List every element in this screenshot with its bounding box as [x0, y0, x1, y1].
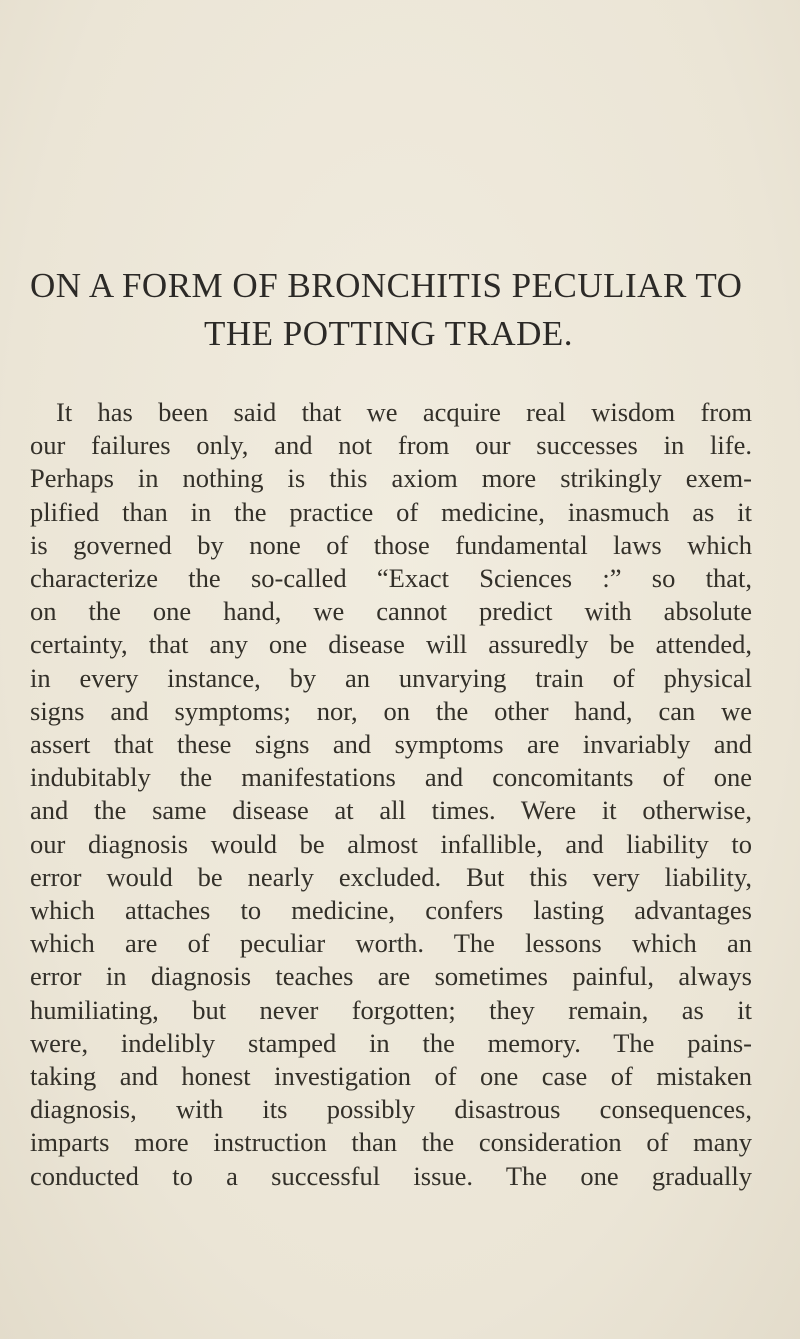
text-line: taking and honest investigation of one case of mistaken — [30, 1061, 752, 1092]
text-line: which attaches to medicine, confers lasting advantages — [30, 895, 752, 926]
text-line: diagnosis, with its possibly disastrous consequences, — [30, 1094, 752, 1125]
text-line: characterize the so-called “Exact Sciences :” so that, — [30, 563, 752, 594]
text-line: which are of peculiar worth. The lessons which an — [30, 928, 752, 959]
text-line: error would be nearly excluded. But this very liability, — [30, 861, 752, 892]
text-line: and the same disease at all times. Were it otherwise, — [30, 795, 752, 826]
text-line: is governed by none of those fundamental laws which — [30, 529, 752, 560]
text-line: our diagnosis would be almost infallible, and liability to — [30, 828, 752, 859]
text-line: Perhaps in nothing is this axiom more strikingly exem- — [30, 463, 752, 494]
text-line: indubitably the manifestations and concomitants of one — [30, 762, 752, 793]
text-line: were, indelibly stamped in the memory. The pains- — [30, 1027, 752, 1058]
text-line: our failures only, and not from our successes in life. — [30, 430, 752, 461]
text-line: conducted to a successful issue. The one gradually — [30, 1160, 752, 1191]
text-line: imparts more instruction than the consideration of many — [30, 1127, 752, 1158]
text-line: humiliating, but never forgotten; they remain, as it — [30, 994, 752, 1025]
page-title — [30, 262, 750, 358]
body-paragraph — [30, 396, 752, 1193]
text-line: in every instance, by an unvarying train of physical — [30, 662, 752, 693]
text-line: signs and symptoms; nor, on the other hand, can we — [30, 695, 752, 726]
text-line: It has been said that we acquire real wisdom from — [56, 397, 752, 427]
text-line: certainty, that any one disease will assuredly be attended, — [30, 629, 752, 660]
title-line-2: THE POTTING TRADE. — [204, 314, 574, 353]
text-line: plified than in the practice of medicine, inasmuch as it — [30, 496, 752, 527]
title-line-1: ON A FORM OF BRONCHITIS PECULIAR TO — [30, 266, 743, 305]
text-line: error in diagnosis teaches are sometimes painful, always — [30, 961, 752, 992]
text-line: assert that these signs and symptoms are invariably and — [30, 729, 752, 760]
text-line: on the one hand, we cannot predict with absolute — [30, 596, 752, 627]
